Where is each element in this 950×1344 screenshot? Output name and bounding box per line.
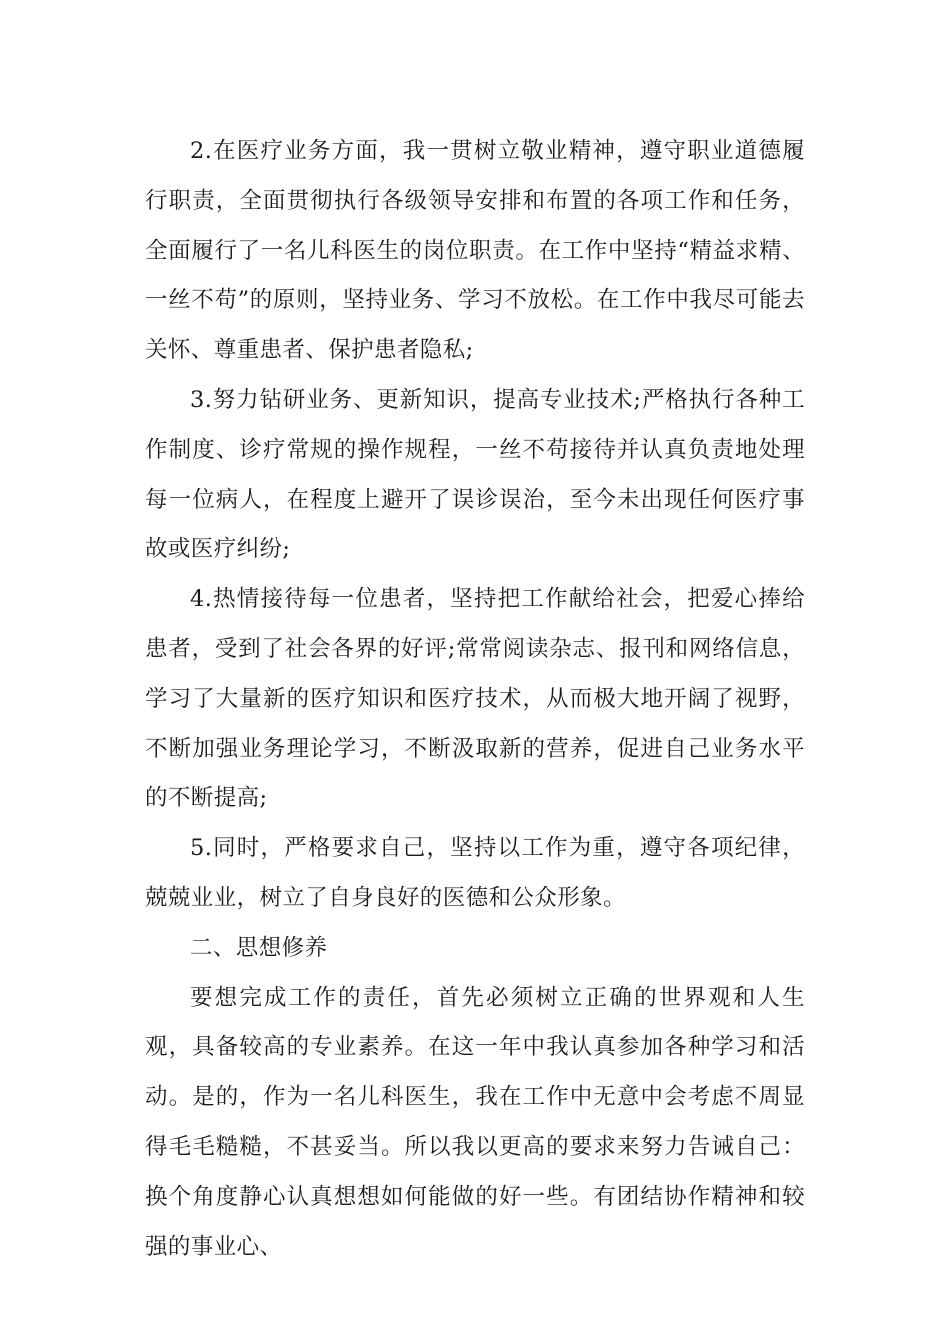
paragraph-self-discipline: 5.同时，严格要求自己，坚持以工作为重，遵守各项纪律，兢兢业业，树立了自身良好的医德和公众形象。 bbox=[145, 835, 805, 911]
section-heading-ideology: 二、思想修养 bbox=[190, 934, 328, 961]
paragraph-patient-care: 4.热情接待每一位患者，坚持把工作献给社会，把爱心捧给患者，受到了社会各界的好评;常常阅读杂志、报刊和网络信息，学习了大量新的医疗知识和医疗技术，从而极大地开阔了视野，不断加强业务理论学习，不断汲取新的营养，促进自己业务水平的不断提高; bbox=[145, 586, 805, 812]
document-body bbox=[145, 127, 805, 1272]
paragraph-ideology: 要想完成工作的责任，首先必须树立正确的世界观和人生观，具备较高的专业素养。在这一年中我认真参加各种学习和活动。是的，作为一名儿科医生，我在工作中无意中会考虑不周显得毛毛糙糙，不甚妥当。所以我以更高的要求来努力告诫自己：换个角度静心认真想想如何能做的好一些。有团结协作精神和较强的事业心、 bbox=[145, 984, 805, 1260]
paragraph-professional-study: 3.努力钻研业务、更新知识，提高专业技术;严格执行各种工作制度、诊疗常规的操作规程，一丝不苟接待并认真负责地处理每一位病人，在程度上避开了误诊误治，至今未出现任何医疗事故或医疗纠纷; bbox=[145, 386, 805, 563]
paragraph-medical-work: 2.在医疗业务方面，我一贯树立敬业精神，遵守职业道德履行职责，全面贯彻执行各级领导安排和布置的各项工作和任务，全面履行了一名儿科医生的岗位职责。在工作中坚持“精益求精、一丝不苟”的原则，坚持业务、学习不放松。在工作中我尽可能去关怀、尊重患者、保护患者隐私; bbox=[145, 138, 805, 364]
